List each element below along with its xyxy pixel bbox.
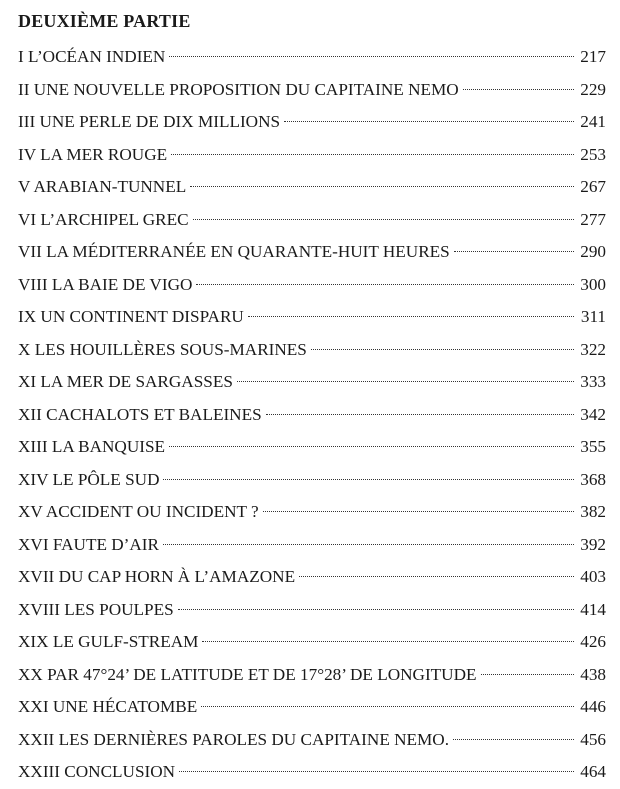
toc-entry-title: XI LA MER DE SARGASSES: [18, 372, 233, 391]
toc-entry[interactable]: [18, 659, 606, 692]
toc-entry-title: I L’OCÉAN INDIEN: [18, 47, 166, 66]
dot-leader: [169, 446, 574, 447]
dot-leader: [453, 739, 574, 740]
toc-entry-title: XIX LE GULF-STREAM: [18, 632, 199, 651]
toc-entry-title: XII CACHALOTS ET BALEINES: [18, 404, 262, 424]
toc-entry-title: XV ACCIDENT OU INCIDENT ?: [18, 502, 259, 521]
dot-leader: [169, 56, 574, 57]
toc-entry-page-number: 392: [580, 534, 606, 554]
toc-entry-title: XVIII LES POULPES: [18, 599, 174, 619]
toc-entry-title: XVII DU CAP HORN À L’AMAZONE: [18, 567, 296, 586]
toc-entry-title: III UNE PERLE DE DIX MILLIONS: [18, 112, 281, 131]
toc-entry-title: XIV LE PÔLE SUD: [18, 469, 160, 489]
toc-entry[interactable]: [18, 626, 606, 659]
dot-leader: [190, 186, 574, 187]
toc-entry-page-number: 267: [580, 177, 606, 196]
dot-leader: [454, 251, 574, 252]
toc-entry[interactable]: [18, 171, 606, 204]
toc-entry-page-number: 414: [580, 599, 606, 619]
toc-entry-title: IX UN CONTINENT DISPARU: [18, 307, 244, 326]
toc-entry-page-number: 342: [580, 404, 606, 424]
toc-entry-title: XXII LES DERNIÈRES PAROLES DU CAPITAINE NEMO.: [18, 729, 450, 749]
toc-entry-page-number: 290: [580, 242, 606, 261]
toc-entry[interactable]: [18, 334, 606, 367]
dot-leader: [178, 609, 574, 610]
toc-entry[interactable]: [18, 366, 606, 399]
toc-entry-page-number: 368: [580, 469, 606, 489]
toc-entry-title: II UNE NOUVELLE PROPOSITION DU CAPITAINE NEMO: [18, 79, 459, 99]
toc-entry-title: XIII LA BANQUISE: [18, 437, 166, 456]
toc-entry-page-number: 311: [580, 307, 606, 326]
toc-entry[interactable]: [18, 204, 606, 237]
toc-entry-title: IV LA MER ROUGE: [18, 144, 168, 164]
dot-leader: [171, 154, 574, 155]
toc-entry-page-number: 229: [580, 79, 606, 99]
toc-entry[interactable]: [18, 529, 606, 562]
toc-entry-page-number: 382: [580, 502, 606, 521]
toc-entry[interactable]: [18, 464, 606, 497]
toc-entry[interactable]: [18, 139, 606, 172]
dot-leader: [481, 674, 575, 675]
toc-entry[interactable]: [18, 236, 606, 269]
toc-entry-title: X LES HOUILLÈRES SOUS-MARINES: [18, 339, 307, 359]
toc-entry-title: VIII LA BAIE DE VIGO: [18, 274, 193, 294]
toc-entry-page-number: 456: [580, 729, 606, 749]
table-of-contents: [18, 41, 606, 789]
toc-entry[interactable]: [18, 41, 606, 74]
toc-entry-page-number: 217: [580, 47, 606, 66]
toc-entry-title: VII LA MÉDITERRANÉE EN QUARANTE-HUIT HEURES: [18, 242, 450, 261]
toc-entry-title: V ARABIAN-TUNNEL: [18, 177, 187, 196]
dot-leader: [196, 284, 574, 285]
toc-entry[interactable]: [18, 431, 606, 464]
dot-leader: [179, 771, 574, 772]
toc-entry-title: XVI FAUTE D’AIR: [18, 534, 159, 554]
toc-entry[interactable]: [18, 74, 606, 107]
dot-leader: [263, 511, 574, 512]
dot-leader: [163, 479, 574, 480]
dot-leader: [284, 121, 574, 122]
dot-leader: [193, 219, 574, 220]
toc-entry-title: VI L’ARCHIPEL GREC: [18, 209, 189, 229]
dot-leader: [248, 316, 574, 317]
dot-leader: [311, 349, 574, 350]
part-title: DEUXIÈME PARTIE: [18, 11, 191, 31]
toc-entry-title: XXIII CONCLUSION: [18, 762, 176, 781]
toc-entry[interactable]: [18, 691, 606, 724]
dot-leader: [201, 706, 574, 707]
toc-entry-page-number: 300: [580, 274, 606, 294]
toc-entry-page-number: 241: [580, 112, 606, 131]
toc-entry-page-number: 464: [580, 762, 606, 781]
toc-entry-title: XX PAR 47°24’ DE LATITUDE ET DE 17°28’ DE LONGITUDE: [18, 664, 477, 684]
dot-leader: [163, 544, 574, 545]
toc-entry[interactable]: [18, 756, 606, 789]
toc-entry[interactable]: [18, 399, 606, 432]
dot-leader: [237, 381, 574, 382]
toc-entry[interactable]: [18, 724, 606, 757]
toc-entry-page-number: 253: [580, 144, 606, 164]
toc-entry-page-number: 322: [580, 339, 606, 359]
toc-entry-page-number: 403: [580, 567, 606, 586]
toc-entry-title: XXI UNE HÉCATOMBE: [18, 697, 198, 716]
toc-entry-page-number: 355: [580, 437, 606, 456]
dot-leader: [299, 576, 574, 577]
toc-entry-page-number: 446: [580, 697, 606, 716]
toc-entry-page-number: 333: [580, 372, 606, 391]
toc-entry[interactable]: [18, 496, 606, 529]
toc-entry-page-number: 438: [580, 664, 606, 684]
dot-leader: [266, 414, 574, 415]
toc-entry[interactable]: [18, 301, 606, 334]
dot-leader: [202, 641, 574, 642]
toc-entry-page-number: 426: [580, 632, 606, 651]
dot-leader: [463, 89, 574, 90]
toc-entry[interactable]: [18, 561, 606, 594]
toc-entry-page-number: 277: [580, 209, 606, 229]
toc-entry[interactable]: [18, 106, 606, 139]
toc-entry[interactable]: [18, 594, 606, 627]
toc-entry[interactable]: [18, 269, 606, 302]
